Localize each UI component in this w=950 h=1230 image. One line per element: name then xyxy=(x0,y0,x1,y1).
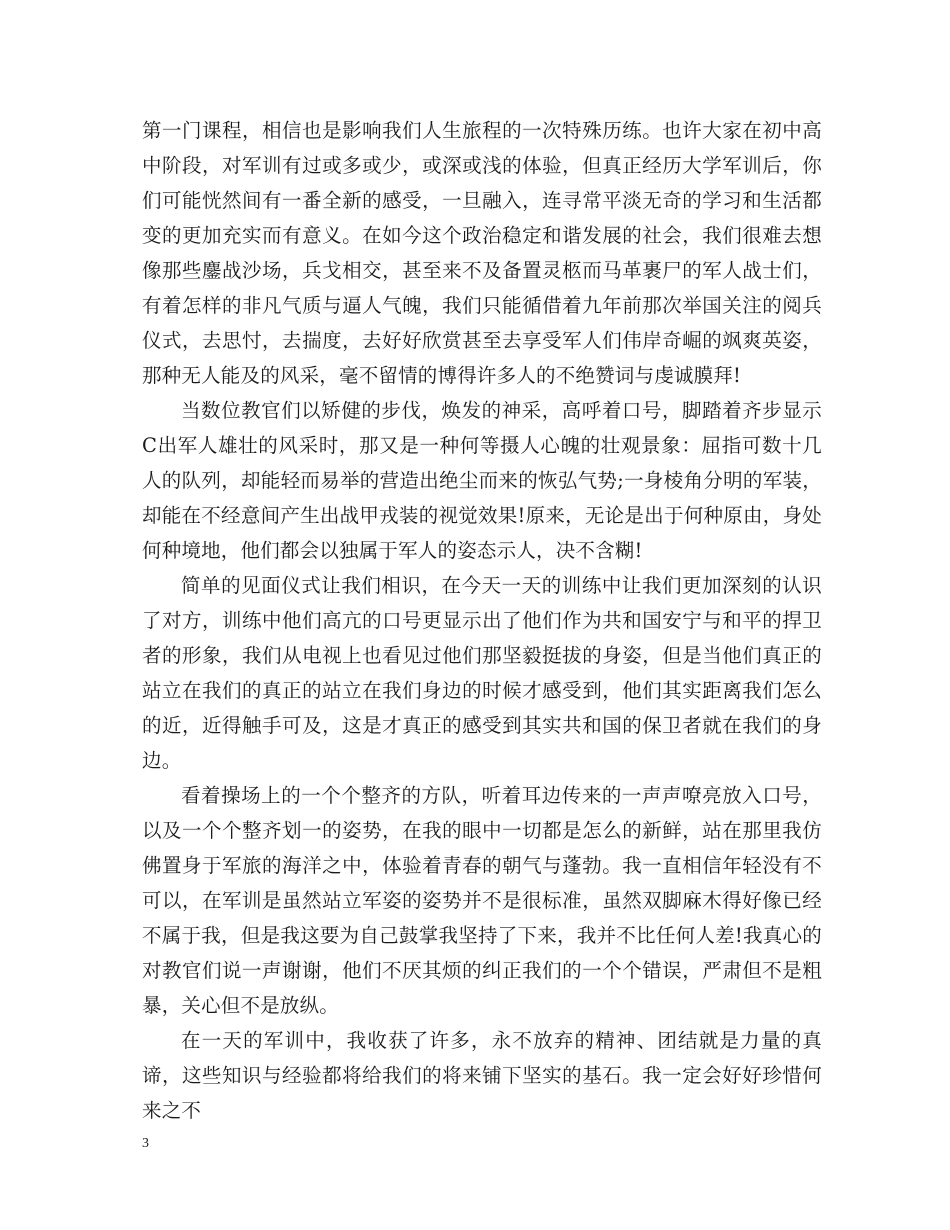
paragraph-2: 当数位教官们以矫健的步伐，焕发的神采，高呼着口号，脚踏着齐步显示C出军人雄壮的风采时，那又是一种何等摄人心魄的壮观景象：屈指可数十几人的队列，却能轻而易举的营造出绝尘而来的恢弘气势;一身棱角分明的军装，却能在不经意间产生出战甲戎装的视觉效果!原来，无论是出于何种原由，身处何种境地，他们都会以独属于军人的姿态示人，决不含糊! xyxy=(142,399,822,562)
document-body xyxy=(142,113,822,1128)
paragraph-4: 看着操场上的一个个整齐的方队，听着耳边传来的一声声嘹亮放入口号，以及一个个整齐划一的姿势，在我的眼中一切都是怎么的新鲜，站在那里我仿佛置身于军旅的海洋之中，体验着青春的朝气与蓬勃。我一直相信年轻没有不可以，在军训是虽然站立军姿的姿势并不是很标准，虽然双脚麻木得好像已经不属于我，但是我这要为自己鼓掌我坚持了下来，我并不比任何人差!我真心的对教官们说一声谢谢，他们不厌其烦的纠正我们的一个个错误，严肃但不是粗暴，关心但不是放纵。 xyxy=(142,784,822,1017)
paragraph-3: 简单的见面仪式让我们相识，在今天一天的训练中让我们更加深刻的认识了对方，训练中他们高亢的口号更显示出了他们作为共和国安宁与和平的捍卫者的形象，我们从电视上也看见过他们那坚毅挺拔的身姿，但是当他们真正的站立在我们的真正的站立在我们身边的时候才感受到，他们其实距离我们怎么的近，近得触手可及，这是才真正的感受到其实共和国的保卫者就在我们的身边。 xyxy=(142,574,822,772)
page-number: 3 xyxy=(142,1136,149,1151)
paragraph-1: 第一门课程，相信也是影响我们人生旅程的一次特殊历练。也许大家在初中高中阶段，对军训有过或多或少，或深或浅的体验，但真正经历大学军训后，你们可能恍然间有一番全新的感受，一旦融入，连寻常平淡无奇的学习和生活都变的更加充实而有意义。在如今这个政治稳定和谐发展的社会，我们很难去想像那些鏖战沙场，兵戈相交，甚至来不及备置灵柩而马革裹尸的军人战士们，有着怎样的非凡气质与逼人气魄，我们只能循借着九年前那次举国关注的阅兵仪式，去思忖，去揣度，去好好欣赏甚至去享受军人们伟岸奇崛的飒爽英姿，那种无人能及的风采，毫不留情的博得许多人的不绝赞词与虔诚膜拜! xyxy=(142,119,822,387)
paragraph-5: 在一天的军训中，我收获了许多，永不放弃的精神、团结就是力量的真谛，这些知识与经验都将给我们的将来铺下坚实的基石。我一定会好好珍惜何来之不 xyxy=(142,1029,822,1122)
